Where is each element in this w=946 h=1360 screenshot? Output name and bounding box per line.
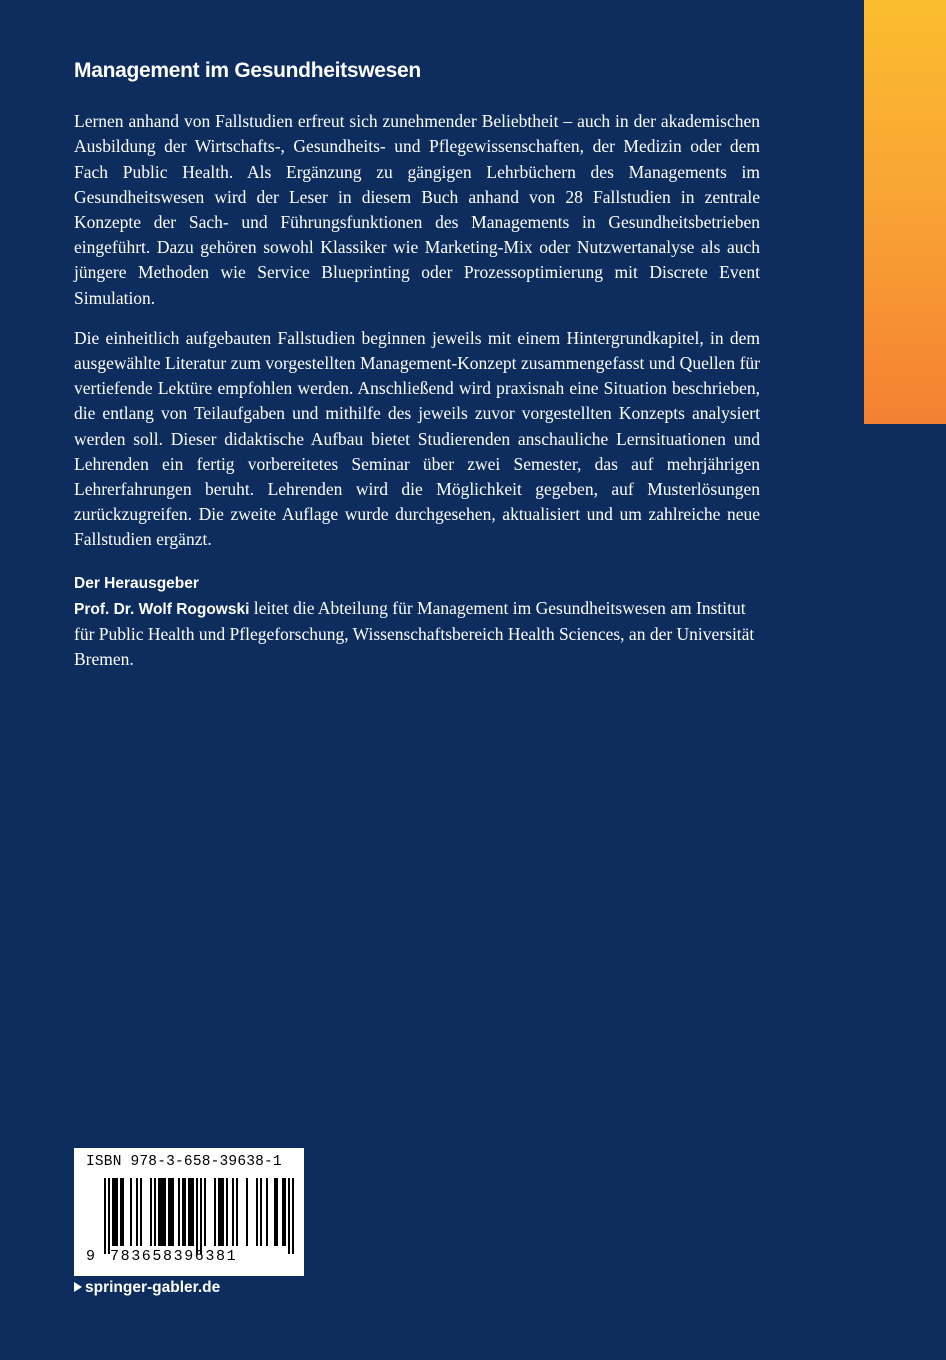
barcode-bar bbox=[246, 1178, 248, 1246]
blurb-paragraph-2: Die einheitlich aufgebauten Fallstudien beginnen jeweils mit einem Hintergrundkapitel, in dem ausgewählte Literatur zum vorgestellten Management-Konzept zusammengefasst und Quellen für vertiefende Lektüre empfohlen werden. Anschließend wird praxisnah eine Situation beschrieben, die entlang von Teilaufgaben und mithilfe des jeweils zuvor vorgestellten Konzepts analysiert werden soll. Dieser didaktische Aufbau bietet Studierenden anschauliche Lernsituationen und Lehrenden ein fertig vorbereitetes Seminar über zwei Semester, das auf mehrjährigen Lehrerfahrungen beruht. Lehrenden wird die Möglichkeit gegeben, auf Musterlösungen zurückzugreifen. Die zweite Auflage wurde durchgesehen, aktualisiert und um zahlreiche neue Fallstudien ergänzt. bbox=[74, 327, 760, 550]
isbn-barcode bbox=[74, 1148, 304, 1276]
book-title: Management im Gesundheitswesen bbox=[74, 59, 421, 82]
barcode-bar bbox=[274, 1178, 276, 1246]
barcode-bar bbox=[284, 1178, 286, 1246]
barcode-bar bbox=[130, 1178, 132, 1246]
barcode-bar bbox=[162, 1178, 164, 1246]
isbn-label: ISBN 978-3-658-39638-1 bbox=[86, 1154, 282, 1170]
publisher-link[interactable] bbox=[74, 1279, 220, 1297]
barcode-bar bbox=[154, 1178, 156, 1246]
ean-digits: 783658396381 bbox=[110, 1248, 238, 1265]
barcode-bar bbox=[214, 1178, 216, 1246]
accent-bar bbox=[864, 0, 946, 424]
barcode-bar bbox=[164, 1178, 166, 1246]
barcode-bar bbox=[158, 1178, 160, 1246]
barcode-bar bbox=[172, 1178, 174, 1246]
barcode-bar bbox=[256, 1178, 258, 1246]
publisher-url: springer-gabler.de bbox=[85, 1279, 221, 1296]
barcode-bar bbox=[140, 1178, 142, 1246]
blurb-paragraph-1: Lernen anhand von Fallstudien erfreut sich zunehmender Beliebtheit – auch in der akademischen Ausbildung der Wirtschafts-, Gesundheits- und Pflegewissenschaften, der Medizin oder dem Fach Public Health. Als Ergänzung zu gängigen Lehrbüchern des Managements im Gesundheitswesen wird der Leser in diesem Buch anhand von 28 Fallstudien in zentrale Konzepte der Sach- und Führungsfunktionen des Managements in Gesundheitsbetrieben eingeführt. Dazu gehören sowohl Klassiker wie Marketing-Mix oder Nutzwertanalyse als auch jüngere Methoden wie Service Blueprinting oder Prozessoptimierung mit Discrete Event Simulation. bbox=[74, 111, 760, 308]
barcode-bar bbox=[200, 1178, 202, 1254]
barcode-bar bbox=[190, 1178, 192, 1246]
barcode-bar bbox=[218, 1178, 220, 1246]
barcode-bar bbox=[104, 1178, 106, 1254]
barcode-bar bbox=[192, 1178, 194, 1246]
barcode-bar bbox=[114, 1178, 116, 1246]
barcode-bar bbox=[112, 1178, 114, 1246]
barcode-bar bbox=[120, 1178, 122, 1246]
ean-first-digit: 9 bbox=[86, 1248, 96, 1265]
barcode-bar bbox=[136, 1178, 138, 1246]
barcode-bar bbox=[292, 1178, 294, 1254]
editor-bio-text: leitet die Abteilung für Management im Gesundheitswesen am Institut für Public Health und Pflegeforschung, Wissenschaftsbereich Health Sciences, an der Universität Bremen. bbox=[74, 597, 755, 670]
barcode-bar bbox=[288, 1178, 290, 1254]
barcode-bar bbox=[108, 1178, 110, 1254]
barcode-bar bbox=[276, 1178, 278, 1246]
barcode-bar bbox=[184, 1178, 186, 1246]
barcode-bar bbox=[266, 1178, 268, 1246]
barcode-bar bbox=[282, 1178, 284, 1246]
barcode-bar bbox=[168, 1178, 170, 1246]
arrow-right-icon bbox=[74, 1282, 82, 1292]
editor-name: Prof. Dr. Wolf Rogowski bbox=[74, 600, 250, 618]
barcode-bar bbox=[116, 1178, 118, 1246]
barcode-bar bbox=[232, 1178, 234, 1246]
barcode-bar bbox=[226, 1178, 228, 1246]
cover-text bbox=[74, 58, 760, 672]
barcode-bar bbox=[150, 1178, 152, 1246]
barcode-bar bbox=[260, 1178, 262, 1246]
editor-heading: Der Herausgeber bbox=[74, 574, 199, 592]
barcode-bar bbox=[204, 1178, 206, 1246]
barcode-bar bbox=[220, 1178, 222, 1246]
barcode-bar bbox=[122, 1178, 124, 1246]
barcode-bar bbox=[178, 1178, 180, 1246]
barcode-bar bbox=[160, 1178, 162, 1246]
barcode-bar bbox=[222, 1178, 224, 1246]
barcode-bar bbox=[196, 1178, 198, 1254]
barcode-bar bbox=[236, 1178, 238, 1246]
barcode-bar bbox=[170, 1178, 172, 1246]
barcode-bar bbox=[182, 1178, 184, 1246]
barcode-bar bbox=[188, 1178, 190, 1246]
editor-bio bbox=[74, 596, 760, 673]
